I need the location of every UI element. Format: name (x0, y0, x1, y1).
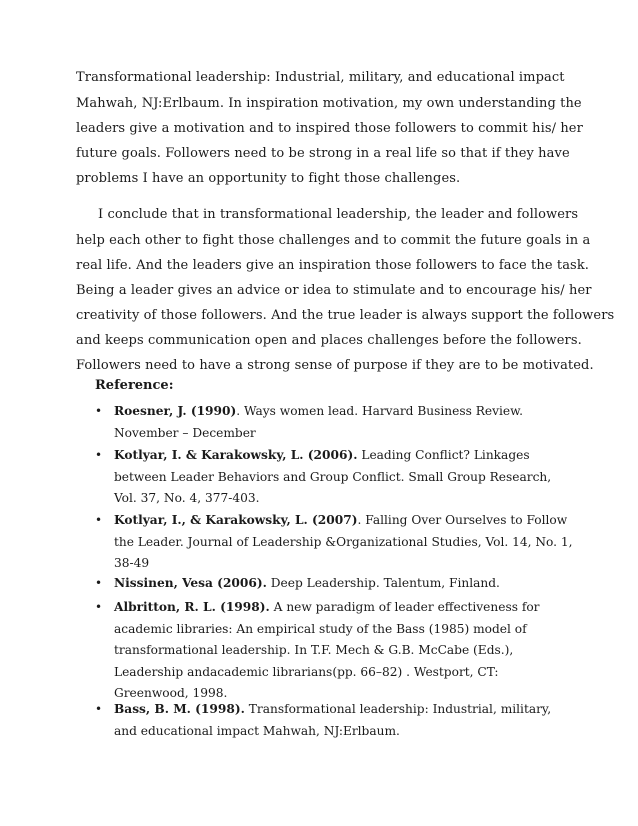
bullet-icon: • (95, 448, 103, 462)
paragraph-line: Followers need to have a strong sense of purpose if they are to be motivated. (76, 358, 594, 373)
bullet-icon: • (95, 404, 103, 418)
reference-text: A new paradigm of leader effectiveness for academic libraries: An empirical study of the Bass (1985) model of transformational leadership. In T.F. Mech & G.B. McCabe (Eds.), Leadership andacademic librarians(pp. 66–82) . Westport, CT: Greenwood, 1998. (114, 600, 540, 700)
reference-item (95, 699, 575, 742)
reference-text: . Ways women lead. Harvard Business Review. November – December (114, 404, 523, 440)
bullet-icon: • (95, 513, 103, 527)
reference-text: . Falling Over Ourselves to Follow the Leader. Journal of Leadership &Organizational Studies, Vol. 14, No. 1, 38-49 (114, 513, 573, 570)
paragraph-line: I conclude that in transformational leadership, the leader and followers (98, 207, 579, 222)
reference-item (95, 573, 575, 595)
bullet-icon: • (95, 702, 103, 716)
paragraph-line: and keeps communication open and places challenges before the followers. (76, 333, 582, 348)
reference-author: Roesner, J. (1990) (114, 404, 237, 418)
paragraph-line: Transformational leadership: Industrial, military, and educational impact (76, 70, 565, 85)
bullet-icon: • (95, 576, 103, 590)
reference-author: Kotlyar, I. & Karakowsky, L. (2006). (114, 448, 358, 462)
reference-text: Deep Leadership. Talentum, Finland. (266, 576, 500, 590)
reference-item (95, 510, 575, 575)
paragraph-line: future goals. Followers need to be strong in a real life so that if they have (76, 146, 570, 161)
paragraph-line: creativity of those followers. And the true leader is always support the followers (76, 308, 615, 323)
reference-text: Transformational leadership: Industrial, military, and educational impact Mahwah, NJ:Erlbaum. (114, 702, 552, 738)
paragraph-line: Being a leader gives an advice or idea to stimulate and to encourage his/ her (76, 283, 592, 298)
reference-author: Bass, B. M. (1998). (114, 702, 245, 716)
reference-text: Leading Conflict? Linkages between Leader Behaviors and Group Conflict. Small Group Research, Vol. 37, No. 4, 377-403. (114, 448, 552, 505)
reference-item (95, 401, 575, 444)
paragraph-line: Mahwah, NJ:Erlbaum. In inspiration motivation, my own understanding the (76, 96, 582, 111)
reference-author: Nissinen, Vesa (2006). (114, 576, 267, 590)
bullet-icon: • (95, 600, 103, 614)
paragraph-line: problems I have an opportunity to fight those challenges. (76, 171, 461, 186)
paragraph-line: leaders give a motivation and to inspired those followers to commit his/ her (76, 121, 583, 136)
paragraph-line: help each other to fight those challenges and to commit the future goals in a (76, 233, 591, 248)
paragraph-line: real life. And the leaders give an inspiration those followers to face the task. (76, 258, 590, 273)
reference-author: Kotlyar, I., & Karakowsky, L. (2007) (114, 513, 358, 527)
reference-item (95, 597, 575, 705)
reference-heading: Reference: (95, 378, 174, 393)
reference-item (95, 445, 575, 510)
reference-author: Albritton, R. L. (1998). (114, 600, 270, 614)
